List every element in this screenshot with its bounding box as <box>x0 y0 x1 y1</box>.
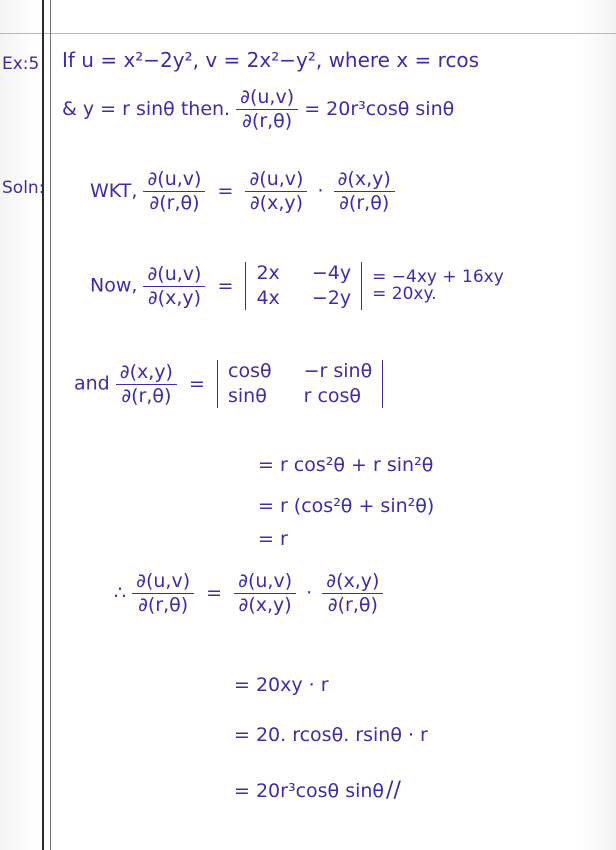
fraction-denominator: ∂(r,θ) <box>121 384 172 407</box>
evaluation-step: = −4xy + 16xy <box>372 267 504 287</box>
fraction-numerator: ∂(u,v) <box>143 265 205 287</box>
fraction-numerator: ∂(x,y) <box>322 572 383 594</box>
wkt-lhs <box>143 170 205 213</box>
given-jacobian <box>236 88 298 131</box>
determinant-uv-xy <box>245 262 362 310</box>
and-step-3: = r <box>258 528 288 550</box>
conclusion-step-3 <box>234 780 401 802</box>
given-jacobian-numerator: ∂(u,v) <box>236 88 298 110</box>
determinant-xy-rtheta <box>217 360 383 408</box>
end-mark: // <box>386 778 401 803</box>
fraction-numerator: ∂(x,y) <box>116 363 177 385</box>
product-dot: · <box>317 180 324 202</box>
fraction-numerator: ∂(u,v) <box>143 170 205 192</box>
det-entry: cosθ <box>228 360 272 382</box>
fraction-denominator: ∂(r,θ) <box>138 594 189 616</box>
det-entry: 2x <box>256 262 280 284</box>
fraction-denominator: ∂(r,θ) <box>149 192 200 214</box>
fraction-denominator: ∂(x,y) <box>147 286 202 309</box>
conclusion-step-1: = 20xy · r <box>234 674 329 696</box>
evaluation-result: = 20xy. <box>372 284 437 304</box>
fraction-denominator: ∂(r,θ) <box>339 192 390 214</box>
conclusion-lhs <box>132 572 194 615</box>
now-jacobian <box>143 262 205 309</box>
and-lead: and <box>74 372 110 395</box>
wkt-lead: WKT, <box>90 180 138 202</box>
problem-line-2 <box>62 88 454 131</box>
equals-sign: = <box>189 372 205 395</box>
product-dot: · <box>306 582 313 604</box>
conclusion-rhs-1 <box>234 572 296 615</box>
wkt-rhs-1 <box>245 170 307 213</box>
final-result: = 20r³cosθ sinθ <box>234 780 385 802</box>
therefore-symbol: ∴ <box>114 582 127 604</box>
fraction-denominator: ∂(x,y) <box>249 192 304 214</box>
equals-sign: = <box>217 274 234 297</box>
header-rule <box>0 33 616 34</box>
determinant-evaluation <box>372 269 504 303</box>
problem-line-2-lead: & y = r sinθ then. <box>62 98 231 120</box>
conclusion-step-2: = 20. rcosθ. rsinθ · r <box>234 724 428 746</box>
det-entry: −4y <box>311 262 352 284</box>
equals-sign: = <box>206 582 223 604</box>
now-line <box>90 262 504 310</box>
det-entry: −r sinθ <box>303 360 373 382</box>
conclusion-line <box>114 572 383 615</box>
wkt-line <box>90 170 395 213</box>
now-lead: Now, <box>90 274 138 297</box>
fraction-numerator: ∂(u,v) <box>245 170 307 192</box>
and-jacobian <box>116 360 177 407</box>
problem-line-1: If u = x²−2y², v = 2x²−y², where x = rcos <box>62 48 480 72</box>
fraction-numerator: ∂(x,y) <box>334 170 395 192</box>
given-result: = 20r³cosθ sinθ <box>304 98 455 120</box>
det-entry: sinθ <box>228 385 267 407</box>
solution-label: Soln: <box>2 178 45 198</box>
margin-line-inner <box>50 0 51 850</box>
det-entry: 4x <box>256 287 280 309</box>
given-jacobian-denominator: ∂(r,θ) <box>242 110 293 132</box>
det-entry: −2y <box>311 287 352 309</box>
fraction-numerator: ∂(u,v) <box>234 572 296 594</box>
fraction-denominator: ∂(r,θ) <box>327 594 378 616</box>
wkt-rhs-2 <box>334 170 395 213</box>
and-step-2: = r (cos²θ + sin²θ) <box>258 495 435 517</box>
margin-line <box>42 0 44 850</box>
det-entry: r cosθ <box>303 385 362 407</box>
equals-sign: = <box>217 180 234 202</box>
fraction-numerator: ∂(u,v) <box>132 572 194 594</box>
conclusion-rhs-2 <box>322 572 383 615</box>
and-step-1: = r cos²θ + r sin²θ <box>258 454 434 476</box>
example-label: Ex:5 <box>2 54 40 74</box>
and-line <box>74 360 383 408</box>
fraction-denominator: ∂(x,y) <box>238 594 292 616</box>
